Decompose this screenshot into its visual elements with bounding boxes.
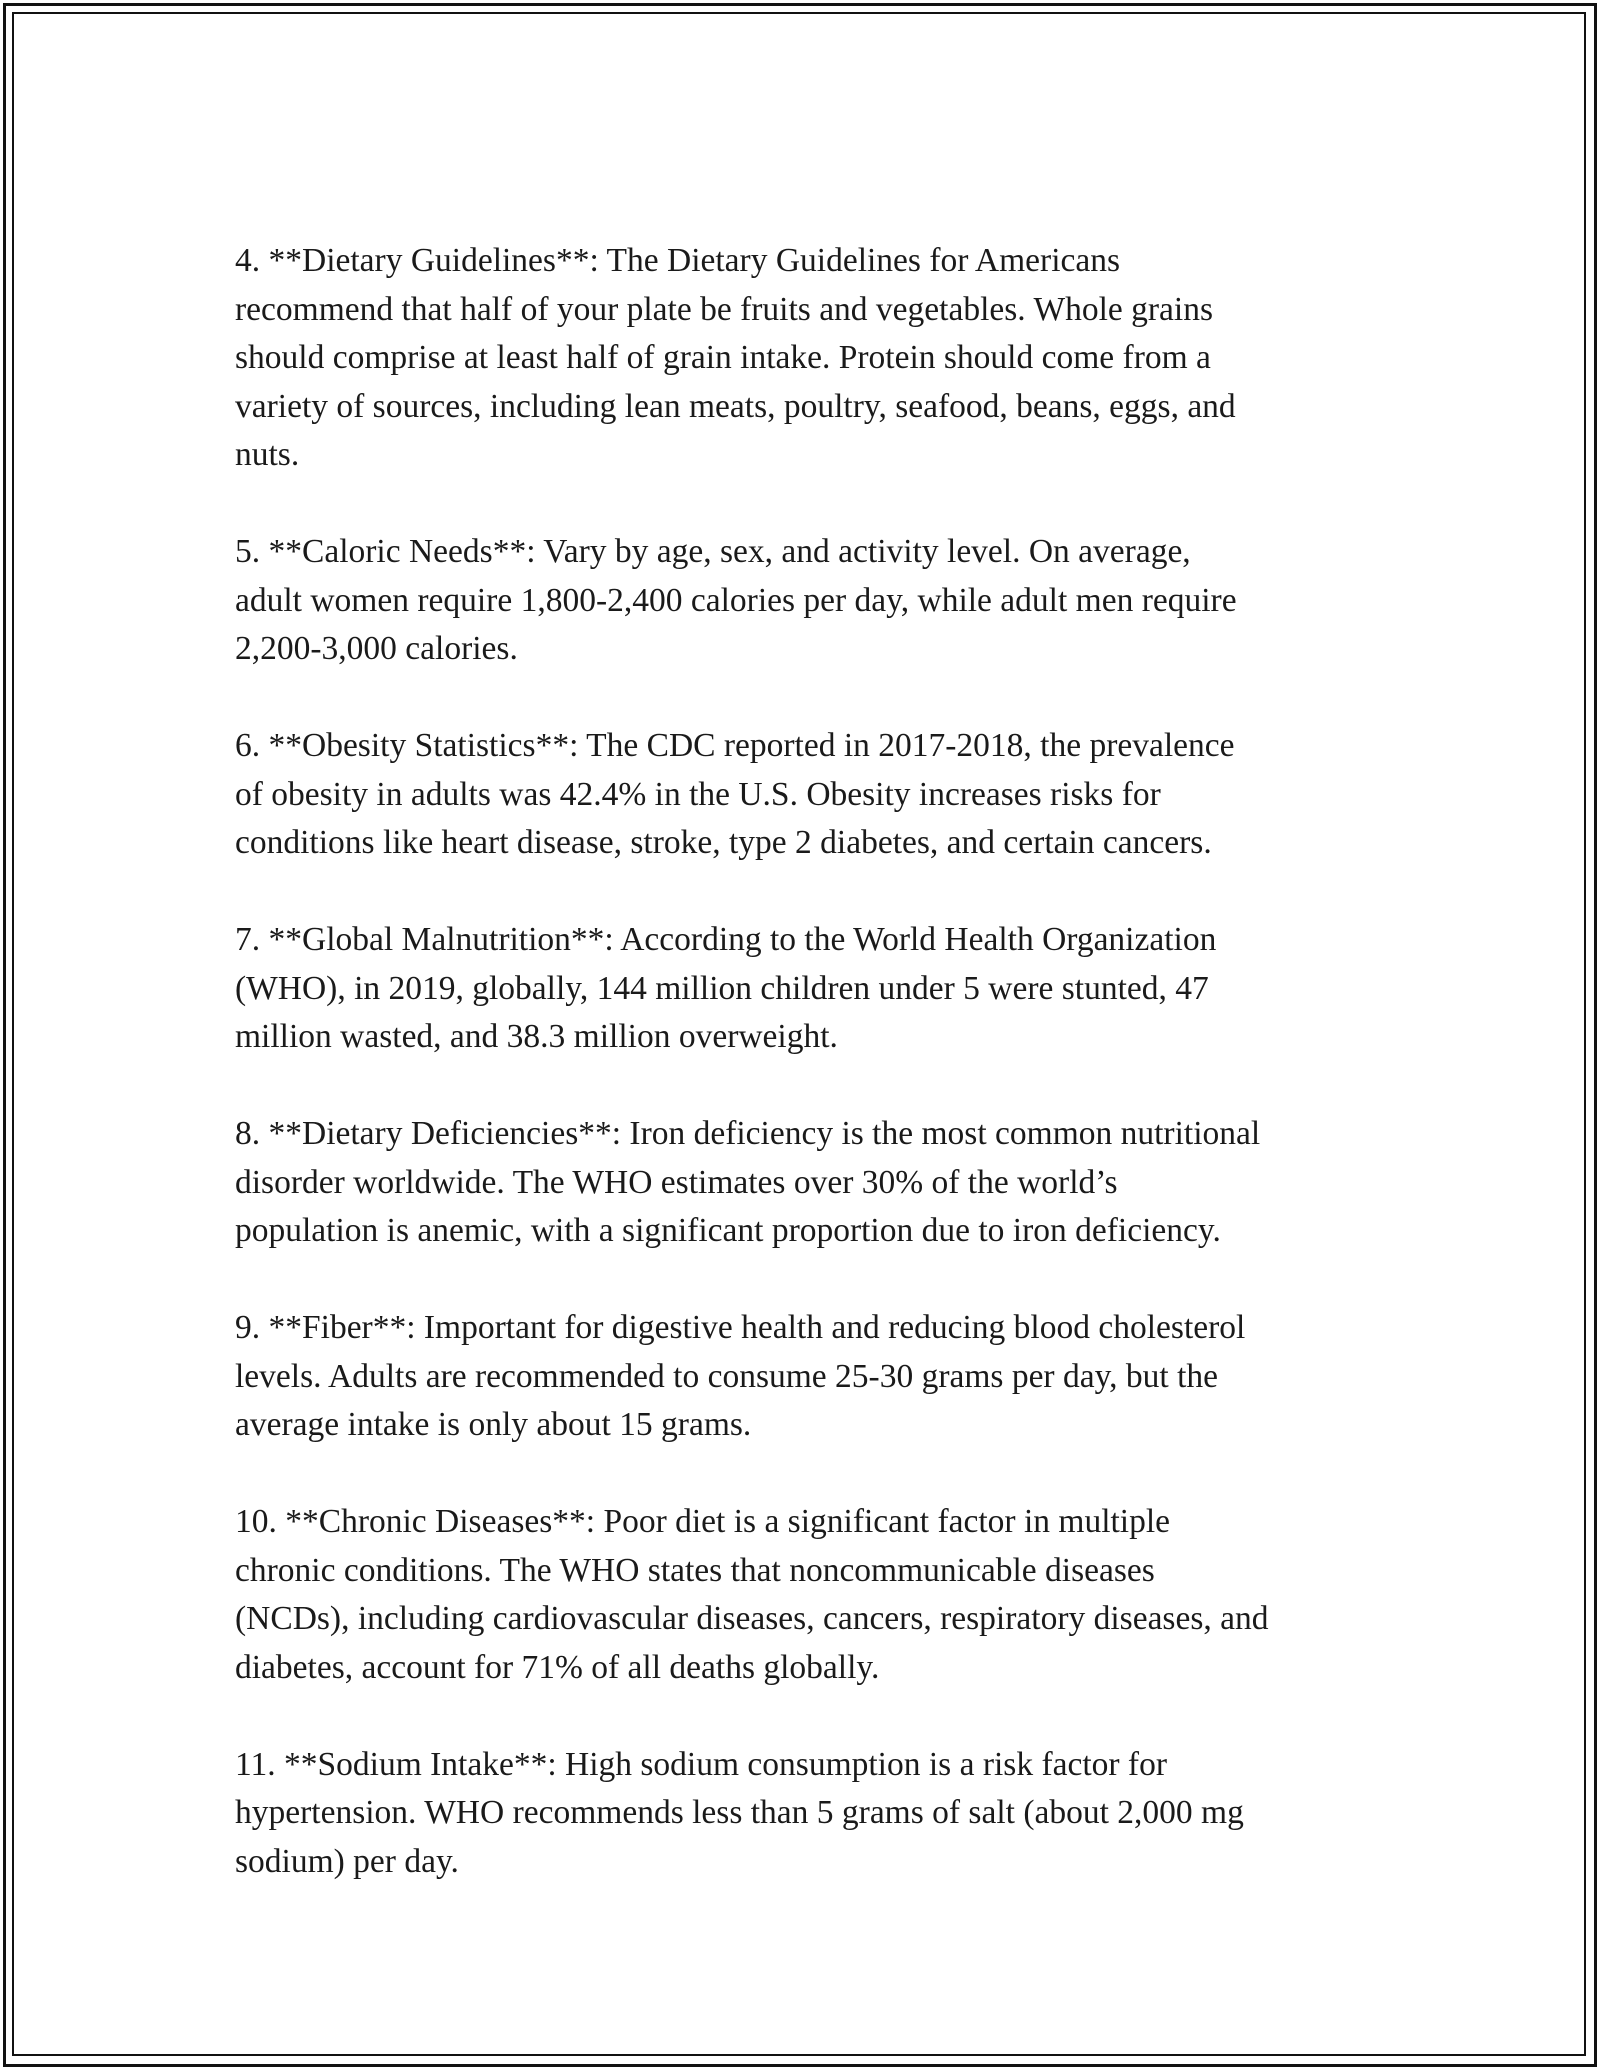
text-line: adult women require 1,800-2,400 calories per day, while adult men require bbox=[235, 581, 1237, 619]
text-line: recommend that half of your plate be fruits and vegetables. Whole grains bbox=[235, 290, 1213, 328]
text-line: (WHO), in 2019, globally, 144 million children under 5 were stunted, 47 bbox=[235, 969, 1209, 1007]
list-item-fiber bbox=[235, 1304, 1395, 1450]
text-line: 9. **Fiber**: Important for digestive health and reducing blood cholesterol bbox=[235, 1309, 1246, 1346]
text-line: disorder worldwide. The WHO estimates over 30% of the world’s bbox=[235, 1163, 1118, 1201]
list-item-global-malnutrition bbox=[235, 916, 1395, 1062]
text-line: sodium) per day. bbox=[235, 1842, 459, 1880]
list-item-dietary-deficiencies bbox=[235, 1110, 1395, 1256]
document-body bbox=[235, 237, 1395, 1935]
text-line: (NCDs), including cardiovascular diseases, cancers, respiratory diseases, and bbox=[235, 1600, 1269, 1637]
text-line: diabetes, account for 71% of all deaths globally. bbox=[235, 1648, 880, 1686]
text-line: 7. **Global Malnutrition**: According to the World Health Organization bbox=[235, 921, 1217, 958]
text-line: 6. **Obesity Statistics**: The CDC reported in 2017-2018, the prevalence bbox=[235, 727, 1235, 764]
text-line: million wasted, and 38.3 million overweight. bbox=[235, 1018, 838, 1055]
list-item-caloric-needs bbox=[235, 528, 1395, 674]
list-item-obesity-statistics bbox=[235, 722, 1395, 868]
list-item-sodium-intake bbox=[235, 1741, 1395, 1887]
text-line: 11. **Sodium Intake**: High sodium consumption is a risk factor for bbox=[235, 1745, 1167, 1783]
text-line: 10. **Chronic Diseases**: Poor diet is a significant factor in multiple bbox=[235, 1503, 1171, 1540]
text-line: chronic conditions. The WHO states that noncommunicable diseases bbox=[235, 1551, 1155, 1589]
text-line: nuts. bbox=[235, 436, 300, 473]
text-line: average intake is only about 15 grams. bbox=[235, 1406, 752, 1443]
text-line: hypertension. WHO recommends less than 5 grams of salt (about 2,000 mg bbox=[235, 1794, 1244, 1831]
text-line: variety of sources, including lean meats, poultry, seafood, beans, eggs, and bbox=[235, 387, 1236, 425]
text-line: conditions like heart disease, stroke, type 2 diabetes, and certain cancers. bbox=[235, 824, 1212, 861]
text-line: population is anemic, with a significant proportion due to iron deficiency. bbox=[235, 1212, 1221, 1249]
text-line: 4. **Dietary Guidelines**: The Dietary Guidelines for Americans bbox=[235, 242, 1121, 279]
text-line: 8. **Dietary Deficiencies**: Iron deficiency is the most common nutritional bbox=[235, 1115, 1261, 1152]
text-line: 2,200-3,000 calories. bbox=[235, 630, 518, 667]
text-line: should comprise at least half of grain intake. Protein should come from a bbox=[235, 339, 1211, 376]
list-item-dietary-guidelines bbox=[235, 237, 1395, 480]
text-line: of obesity in adults was 42.4% in the U.S. Obesity increases risks for bbox=[235, 775, 1161, 813]
list-item-chronic-diseases bbox=[235, 1498, 1395, 1692]
text-line: 5. **Caloric Needs**: Vary by age, sex, and activity level. On average, bbox=[235, 533, 1191, 570]
text-line: levels. Adults are recommended to consume 25-30 grams per day, but the bbox=[235, 1357, 1219, 1395]
